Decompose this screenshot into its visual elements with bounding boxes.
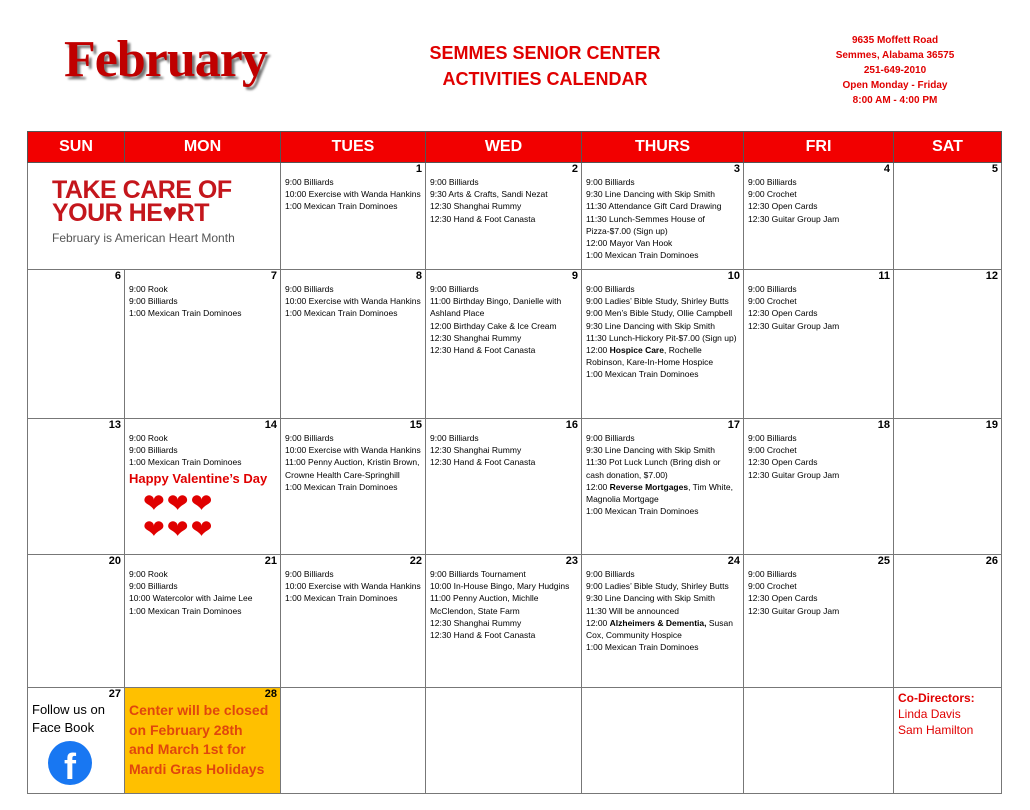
day-number: 8 — [415, 270, 422, 282]
center-title-line2: ACTIVITIES CALENDAR — [442, 69, 648, 89]
activity-item: 9:00 Crochet — [748, 445, 797, 456]
week-row — [28, 555, 1002, 688]
address-open-days: Open Monday - Friday — [842, 80, 948, 91]
activity-item: 9:00 Billiards — [748, 284, 797, 294]
day-cell-10 — [582, 270, 744, 419]
address-hours: 8:00 AM - 4:00 PM — [852, 95, 938, 106]
activity-item: 1:00 Mexican Train Dominoes — [586, 369, 699, 380]
day-cell-12 — [894, 270, 1002, 419]
activity-item: 9:00 Billiards — [430, 284, 479, 294]
day-number: 17 — [727, 419, 740, 431]
activity-item: 1:00 Mexican Train Dominoes — [586, 506, 699, 517]
day-number: 1 — [415, 163, 422, 175]
day-cell-8 — [281, 270, 426, 419]
day-number: 10 — [727, 270, 740, 282]
day-cell-24 — [582, 555, 744, 688]
activity-item: 12:30 Open Cards — [748, 308, 818, 319]
activity-item: 12:30 Hand & Foot Canasta — [430, 345, 536, 356]
activity-list — [586, 283, 740, 381]
day-number: 3 — [733, 163, 740, 175]
activity-list — [430, 283, 578, 356]
activity-list — [430, 176, 578, 225]
activity-item: 1:00 Mexican Train Dominoes — [285, 481, 398, 492]
day-number: 22 — [409, 555, 422, 567]
day-cell-4 — [744, 163, 894, 270]
activity-item: 12:30 Shanghai Rummy — [430, 332, 522, 343]
activity-item: 12:30 Shanghai Rummy — [430, 617, 522, 628]
activity-item: 9:00 Billiards Tournament — [430, 569, 526, 579]
activity-list — [430, 568, 578, 641]
weekday-fri: FRI — [744, 132, 894, 163]
activity-item: 9:00 Crochet — [748, 296, 797, 307]
activity-item: 1:00 Mexican Train Dominoes — [285, 308, 398, 319]
facebook-icon[interactable]: f — [48, 741, 92, 785]
day-cell-2 — [426, 163, 582, 270]
address-block — [820, 33, 970, 108]
activity-item: 9:00 Billiards — [285, 177, 334, 187]
activity-item: 11:30 Pot Luck Lunch (Bring dish or cash donation, $7.00) — [586, 457, 721, 480]
day-cell-7 — [125, 270, 281, 419]
heart-icon-row: ❤❤❤ — [143, 487, 215, 518]
weekday-sun: SUN — [28, 132, 125, 163]
activity-item: 10:00 Watercolor with Jaime Lee — [129, 593, 253, 604]
activity-item: 9:00 Men’s Bible Study, Ollie Campbell — [586, 308, 733, 319]
activity-item: 9:00 Billiards — [430, 177, 479, 187]
activity-item: 9:00 Billiards — [748, 569, 797, 579]
day-cell-5 — [894, 163, 1002, 270]
address-phone: 251-649-2010 — [863, 65, 927, 76]
week-row — [28, 419, 1002, 555]
empty-cell — [281, 688, 426, 794]
activity-item: 10:00 Exercise with Wanda Hankins — [285, 581, 421, 592]
activity-list — [129, 283, 277, 320]
weekday-tue: TUES — [281, 132, 426, 163]
activity-list — [586, 432, 740, 517]
day-cell-16 — [426, 419, 582, 555]
day-number: 25 — [877, 555, 890, 567]
activity-item: 12:30 Guitar Group Jam — [748, 213, 840, 224]
activity-item: 10:00 Exercise with Wanda Hankins — [285, 296, 421, 307]
day-number: 20 — [108, 555, 121, 567]
codirector-name: Sam Hamilton — [898, 723, 974, 737]
activity-item: 9:00 Billiards — [748, 177, 797, 187]
activity-item: 9:00 Billiards — [430, 433, 479, 443]
closure-line: on February 28th — [129, 721, 243, 738]
activity-item: 9:00 Rook — [129, 433, 168, 443]
heart-graphic-line1: TAKE CARE OF — [52, 176, 232, 204]
month-title: February — [64, 31, 267, 88]
activity-item: 12:00 Mayor Van Hook — [586, 238, 673, 249]
activity-list — [285, 283, 422, 320]
day-cell-6 — [28, 270, 125, 419]
day-cell-26 — [894, 555, 1002, 688]
empty-cell — [426, 688, 582, 794]
activity-item: 1:00 Mexican Train Dominoes — [129, 457, 242, 468]
activity-item: 11:30 Attendance Gift Card Drawing — [586, 201, 722, 212]
valentine-greeting: Happy Valentine’s Day — [129, 470, 268, 486]
day-number: 16 — [565, 419, 578, 431]
activity-item: 9:00 Billiards — [285, 284, 334, 294]
activity-item: 9:00 Billiards — [586, 433, 635, 443]
activity-item: 9:00 Billiards — [129, 581, 178, 592]
follow-us-text — [32, 701, 121, 737]
activity-item-alzheimers: 12:00 Alzheimers & Dementia, Susan Cox, Community Hospice — [586, 617, 733, 641]
activity-item: 12:30 Open Cards — [748, 457, 818, 468]
day-number: 23 — [565, 555, 578, 567]
activity-item: 9:00 Rook — [129, 284, 168, 294]
activity-item: 12:30 Guitar Group Jam — [748, 320, 840, 331]
closure-line: and March 1st for — [129, 741, 246, 757]
activity-item: 10:00 In-House Bingo, Mary Hudgins — [430, 581, 570, 592]
activity-item: 9:00 Billiards — [748, 433, 797, 443]
day-number: 15 — [409, 419, 422, 431]
day-number: 6 — [114, 270, 121, 282]
day-number: 28 — [264, 688, 277, 700]
closure-line: Mardi Gras Holidays — [129, 760, 265, 777]
activity-list — [285, 176, 422, 213]
day-cell-1 — [281, 163, 426, 270]
activity-item: 12:30 Shanghai Rummy — [430, 201, 522, 212]
calendar-grid — [27, 131, 1002, 794]
activity-item: 9:00 Billiards — [586, 177, 635, 187]
activity-list — [748, 283, 890, 332]
closure-notice — [129, 701, 277, 779]
day-cell-9 — [426, 270, 582, 419]
activity-item: 1:00 Mexican Train Dominoes — [285, 593, 398, 604]
day-cell-15 — [281, 419, 426, 555]
activity-list — [748, 432, 890, 481]
activity-item: 1:00 Mexican Train Dominoes — [129, 605, 242, 616]
day-cell-19 — [894, 419, 1002, 555]
activity-list — [586, 176, 740, 261]
day-cell-25 — [744, 555, 894, 688]
day-number: 9 — [571, 270, 578, 282]
codirector-name: Linda Davis — [898, 707, 961, 721]
weekday-header-row — [28, 132, 1002, 163]
activity-item: 11:30 Lunch-Hickory Pit-$7.00 (Sign up) — [586, 332, 737, 343]
activity-item: 9:00 Billiards — [285, 433, 334, 443]
activity-item: 1:00 Mexican Train Dominoes — [285, 201, 398, 212]
activity-item: 9:30 Line Dancing with Skip Smith — [586, 445, 715, 456]
activity-item: 9:00 Crochet — [748, 581, 797, 592]
activity-item: 9:00 Billiards — [129, 445, 178, 456]
activity-item: 9:00 Billiards — [586, 569, 635, 579]
activity-item: 9:30 Line Dancing with Skip Smith — [586, 189, 715, 200]
activity-item: 12:30 Guitar Group Jam — [748, 469, 840, 480]
activity-item-hospice: 12:00 Hospice Care, Rochelle Robinson, Kare-In-Home Hospice — [586, 345, 714, 368]
activity-item: 9:00 Crochet — [748, 189, 797, 200]
activity-list — [129, 568, 277, 617]
day-cell-20 — [28, 555, 125, 688]
day-cell-13 — [28, 419, 125, 555]
activity-item: 11:00 Penny Auction, Michlle McClendon, State Farm — [430, 593, 539, 616]
codirectors — [898, 690, 998, 738]
activity-item: 12:30 Hand & Foot Canasta — [430, 213, 536, 224]
day-number: 12 — [985, 270, 998, 282]
activity-item: 10:00 Exercise with Wanda Hankins — [285, 189, 421, 200]
day-cell-11 — [744, 270, 894, 419]
follow-line1: Follow us on — [32, 702, 105, 717]
activity-item: 9:30 Line Dancing with Skip Smith — [586, 320, 715, 331]
activity-list — [285, 432, 422, 493]
day-cell-22 — [281, 555, 426, 688]
day-number: 26 — [985, 555, 998, 567]
hearts-icon-group — [129, 487, 277, 544]
activity-item: 11:30 Will be announced — [586, 605, 679, 616]
activity-item: 12:30 Guitar Group Jam — [748, 605, 840, 616]
day-cell-27 — [28, 688, 125, 794]
center-title — [400, 40, 690, 92]
activity-item: 9:30 Arts & Crafts, Sandi Nezat — [430, 189, 548, 200]
activity-list — [129, 432, 277, 469]
activity-item: 1:00 Mexican Train Dominoes — [586, 642, 699, 653]
day-cell-21 — [125, 555, 281, 688]
day-number: 24 — [727, 555, 740, 567]
activity-item: 9:00 Billiards — [586, 284, 635, 294]
activity-item: 12:30 Open Cards — [748, 593, 818, 604]
week-row — [28, 688, 1002, 794]
activity-item: 12:00 Birthday Cake & Ice Cream — [430, 320, 557, 331]
weekday-wed: WED — [426, 132, 582, 163]
activity-item: 12:30 Hand & Foot Canasta — [430, 457, 536, 468]
day-number: 4 — [883, 163, 890, 175]
activity-item: 9:30 Line Dancing with Skip Smith — [586, 593, 715, 604]
day-number: 7 — [270, 270, 277, 282]
day-cell-28 — [125, 688, 281, 794]
activity-list — [586, 568, 740, 653]
activity-item: 12:30 Open Cards — [748, 201, 818, 212]
day-cell-18 — [744, 419, 894, 555]
activity-item: 9:00 Billiards — [129, 296, 178, 307]
activity-list — [285, 568, 422, 605]
week-row — [28, 270, 1002, 419]
address-street: 9635 Moffett Road — [851, 35, 939, 46]
activity-item: 11:30 Lunch-Semmes House of Pizza-$7.00 (Sign up) — [586, 213, 705, 236]
activity-item: 1:00 Mexican Train Dominoes — [129, 308, 242, 319]
activity-item: 12:30 Hand & Foot Canasta — [430, 630, 536, 641]
day-number: 19 — [985, 419, 998, 431]
codirectors-cell — [894, 688, 1002, 794]
heart-month-graphic — [52, 176, 267, 245]
day-cell-14 — [125, 419, 281, 555]
center-title-line1: SEMMES SENIOR CENTER — [429, 43, 661, 63]
activity-item: 9:00 Billiards — [285, 569, 334, 579]
activity-list — [748, 176, 890, 225]
codirectors-title: Co-Directors: — [898, 691, 975, 705]
day-number: 18 — [877, 419, 890, 431]
day-number: 11 — [878, 270, 890, 282]
heart-month-cell — [28, 163, 281, 270]
activity-item-reverse-mortgages: 12:00 Reverse Mortgages, Tim White, Magnolia Mortgage — [586, 481, 733, 505]
empty-cell — [582, 688, 744, 794]
activity-item: 12:30 Shanghai Rummy — [430, 445, 522, 456]
activity-list — [748, 568, 890, 617]
day-cell-23 — [426, 555, 582, 688]
weekday-thu: THURS — [582, 132, 744, 163]
address-city: Semmes, Alabama 36575 — [835, 50, 955, 61]
day-cell-17 — [582, 419, 744, 555]
heart-icon: ♥ — [162, 199, 177, 227]
empty-cell — [744, 688, 894, 794]
day-number: 13 — [108, 419, 121, 431]
activity-item: 9:00 Ladies’ Bible Study, Shirley Butts — [586, 581, 729, 592]
weekday-sat: SAT — [894, 132, 1002, 163]
heart-graphic-line2: YOUR HE♥RT — [52, 199, 210, 227]
activity-item: 1:00 Mexican Train Dominoes — [586, 250, 699, 261]
activity-item: 11:00 Birthday Bingo, Danielle with Ashland Place — [430, 296, 562, 319]
day-number: 21 — [264, 555, 277, 567]
day-number: 2 — [571, 163, 578, 175]
day-number: 14 — [264, 419, 277, 431]
heart-graphic-subtitle: February is American Heart Month — [52, 231, 235, 245]
activity-item: 10:00 Exercise with Wanda Hankins — [285, 445, 421, 456]
closure-line: Center will be closed — [129, 702, 269, 718]
weekday-mon: MON — [125, 132, 281, 163]
heart-icon-row: ❤❤❤ — [143, 513, 215, 544]
activity-item: 11:00 Penny Auction, Kristin Brown, Crowne Health Care-Springhill — [285, 457, 420, 480]
activity-item: 9:00 Rook — [129, 569, 168, 579]
day-number: 5 — [991, 163, 998, 175]
follow-line2: Face Book — [32, 720, 95, 735]
week-row — [28, 163, 1002, 270]
activity-item: 9:00 Ladies’ Bible Study, Shirley Butts — [586, 296, 729, 307]
day-cell-3 — [582, 163, 744, 270]
day-number: 27 — [108, 688, 121, 700]
activity-list — [430, 432, 578, 469]
